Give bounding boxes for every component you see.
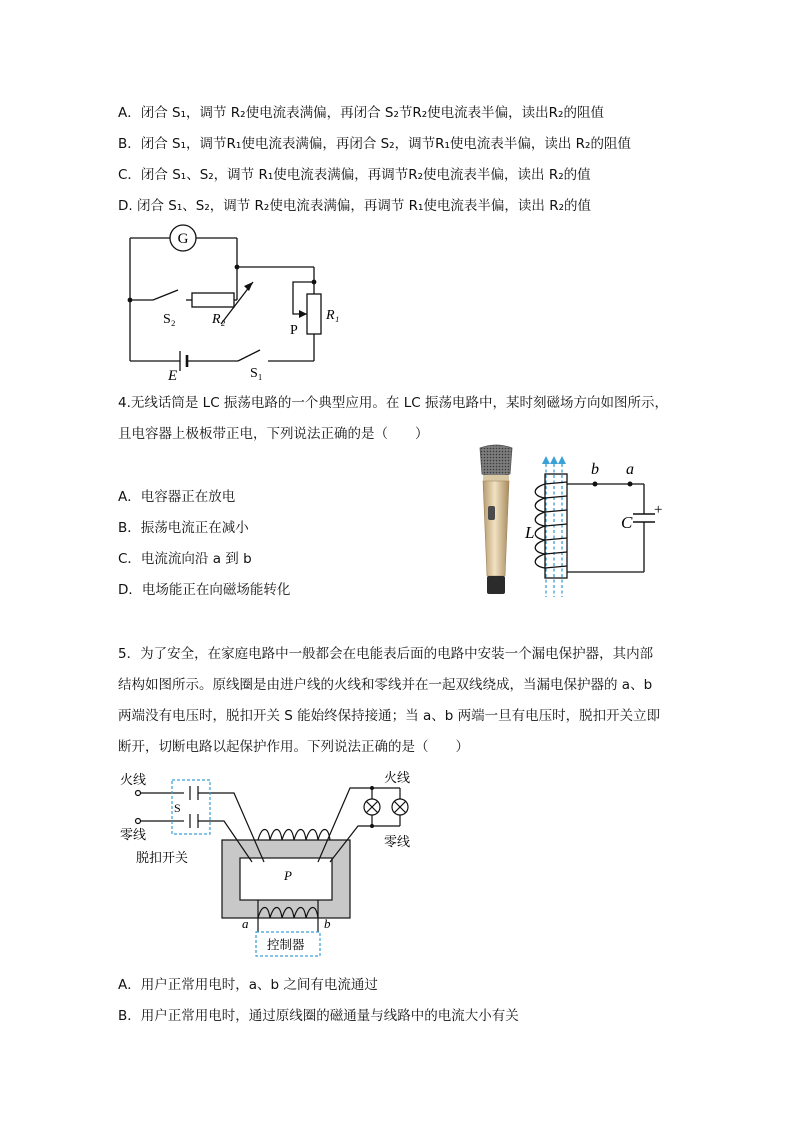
mic-switch-icon <box>488 506 495 520</box>
battery-icon <box>180 351 187 371</box>
point-b-label: b <box>591 461 599 478</box>
neutral-wire-left-label: 零线 <box>120 828 147 843</box>
q5-option-a: A．用户正常用电时，a、b 之间有电流通过 <box>118 977 378 993</box>
point-a-label: a <box>626 461 634 478</box>
q4-stem-line2: 且电容器上极板带正电，下列说法正确的是（ ） <box>118 426 429 442</box>
q5-stem-line4: 断开，切断电路以起保护作用。下列说法正确的是（ ） <box>118 739 469 755</box>
live-wire-left-label: 火线 <box>120 773 147 788</box>
terminal-a-label: a <box>242 916 249 931</box>
s1-switch-icon <box>238 350 260 361</box>
inductor-label: L <box>525 523 535 542</box>
s1-label: S₁ <box>250 366 263 381</box>
s2-label: S₂ <box>163 312 176 327</box>
field-arrow-icon <box>542 456 566 464</box>
q5-option-b: B．用户正常用电时，通过原线圈的磁通量与线路中的电流大小有关 <box>118 1008 519 1024</box>
primary-coil-p-label: P <box>284 868 292 883</box>
r1-label: R₁ <box>326 308 340 323</box>
lc-circuit-diagram <box>520 452 670 602</box>
neutral-wire-right-label: 零线 <box>384 835 411 850</box>
controller-label: 控制器 <box>267 937 305 952</box>
wireless-microphone-image <box>474 444 518 596</box>
q4-option-b: B．振荡电流正在减小 <box>118 520 249 536</box>
live-wire-right-label: 火线 <box>384 771 411 786</box>
q4-stem-line1: 4.无线话筒是 LC 振荡电路的一个典型应用。在 LC 振荡电路中，某时刻磁场方向如图所示， <box>118 395 668 411</box>
trip-switch-label: 脱扣开关 <box>136 851 189 866</box>
q4-option-c: C．电流流向沿 a 到 b <box>118 551 252 567</box>
switch-s-label: S <box>174 801 181 815</box>
q3-option-d: D. 闭合 S₁、S₂，调节 R₂使电流表满偏，再调节 R₁使电流表半偏，读出 R₂的值 <box>118 198 591 214</box>
r2-rheostat-icon <box>192 293 234 307</box>
q3-option-a: A．闭合 S₁，调节 R₂使电流表满偏，再闭合 S₂节R₂使电流表半偏，读出R₂的阻值 <box>118 105 604 121</box>
galvanometer-label: G <box>177 231 189 247</box>
q3-option-b: B．闭合 S₁，调节R₁使电流表满偏，再闭合 S₂，调节R₁使电流表半偏，读出 R₂的阻值 <box>118 136 631 152</box>
q3-circuit-diagram <box>118 222 358 384</box>
inductor-coil-icon <box>535 482 567 568</box>
q4-option-d: D．电场能正在向磁场能转化 <box>118 582 291 598</box>
capacitor-label: C <box>621 513 633 532</box>
leakage-protector-diagram <box>118 766 428 966</box>
s2-switch-icon <box>153 290 178 300</box>
r1-potentiometer-icon <box>307 294 321 334</box>
plus-sign-label: + <box>654 502 663 518</box>
slider-p-label: P <box>290 323 298 338</box>
mic-grille-icon <box>480 445 512 476</box>
capacitor-icon <box>633 514 655 522</box>
terminal-b-label: b <box>324 916 331 931</box>
q5-stem-line1: 5．为了安全，在家庭电路中一般都会在电能表后面的电路中安装一个漏电保护器，其内部 <box>118 646 654 662</box>
q5-stem-line2: 结构如图所示。原线圈是由进户线的火线和零线并在一起双线绕成，当漏电保护器的 a、b <box>118 677 653 693</box>
q5-stem-line3: 两端没有电压时，脱扣开关 S 能始终保持接通；当 a、b 两端一旦有电压时，脱扣开关立即 <box>118 708 661 724</box>
q3-option-c: C．闭合 S₁、S₂，调节 R₁使电流表满偏，再调节R₂使电流表半偏，读出 R₂的值 <box>118 167 591 183</box>
battery-label: E <box>168 368 178 384</box>
q4-option-a: A．电容器正在放电 <box>118 489 236 505</box>
r2-label: R₂ <box>212 312 226 327</box>
